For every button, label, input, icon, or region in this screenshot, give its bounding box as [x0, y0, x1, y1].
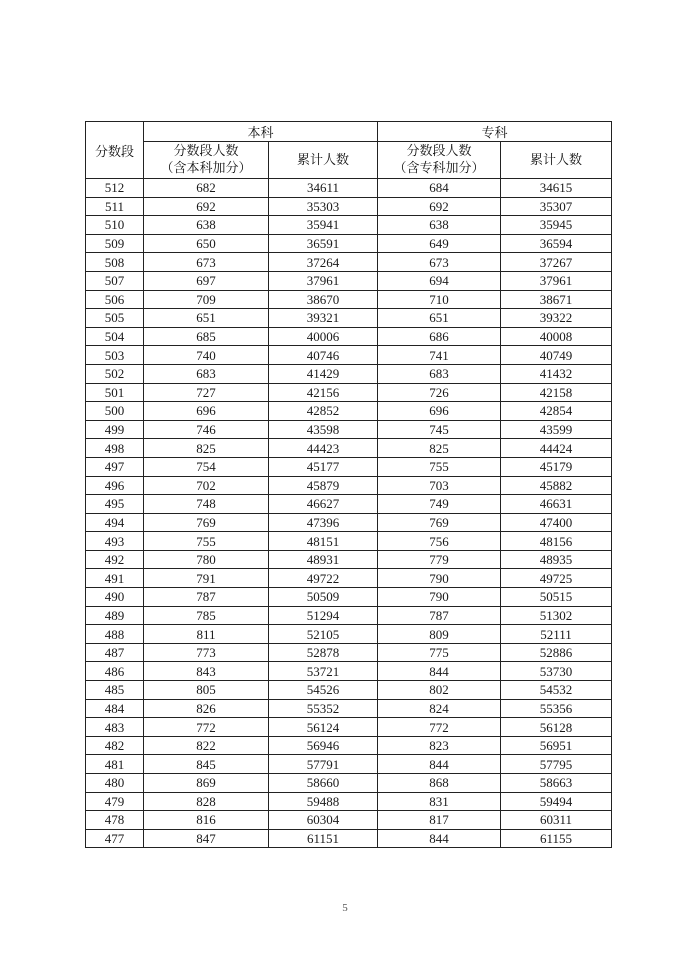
- score-cell: 499: [86, 420, 144, 439]
- junior-college-cumulative-cell: 43599: [501, 420, 612, 439]
- junior-college-segment-count-cell: 787: [378, 606, 501, 625]
- junior-college-segment-count-cell: 831: [378, 792, 501, 811]
- header-line: 分数段人数: [173, 144, 239, 159]
- table-row: [86, 234, 612, 253]
- undergraduate-cumulative-cell: 43598: [269, 420, 378, 439]
- junior-college-cumulative-cell: 49725: [501, 569, 612, 588]
- table-row: [86, 327, 612, 346]
- table-row: [86, 271, 612, 290]
- undergraduate-cumulative-cell: 45879: [269, 476, 378, 495]
- undergraduate-cumulative-cell: 51294: [269, 606, 378, 625]
- table-row: [86, 290, 612, 309]
- score-cell: 497: [86, 457, 144, 476]
- table-row: [86, 532, 612, 551]
- table-row: [86, 606, 612, 625]
- table-row: [86, 736, 612, 755]
- junior-college-cumulative-cell: 50515: [501, 588, 612, 607]
- undergraduate-cumulative-cell: 40746: [269, 346, 378, 365]
- undergraduate-segment-count-cell: 651: [144, 309, 269, 328]
- score-cell: 494: [86, 513, 144, 532]
- undergraduate-segment-count-cell: 780: [144, 550, 269, 569]
- junior-college-cumulative-cell: 52111: [501, 625, 612, 644]
- undergraduate-segment-count-cell: 685: [144, 327, 269, 346]
- table-row: [86, 829, 612, 848]
- junior-college-cumulative-cell: 41432: [501, 364, 612, 383]
- undergraduate-segment-count-cell: 811: [144, 625, 269, 644]
- undergraduate-cumulative-cell: 52878: [269, 643, 378, 662]
- junior-college-cumulative-cell: 42158: [501, 383, 612, 402]
- header-junior-college-cumulative: 累计人数: [501, 142, 612, 179]
- score-cell: 502: [86, 364, 144, 383]
- table-row: [86, 718, 612, 737]
- undergraduate-cumulative-cell: 35303: [269, 197, 378, 216]
- junior-college-segment-count-cell: 779: [378, 550, 501, 569]
- junior-college-segment-count-cell: 817: [378, 811, 501, 830]
- undergraduate-cumulative-cell: 56946: [269, 736, 378, 755]
- junior-college-cumulative-cell: 56951: [501, 736, 612, 755]
- table-row: [86, 197, 612, 216]
- page-number: 5: [342, 902, 348, 914]
- junior-college-cumulative-cell: 60311: [501, 811, 612, 830]
- junior-college-segment-count-cell: 809: [378, 625, 501, 644]
- junior-college-segment-count-cell: 745: [378, 420, 501, 439]
- junior-college-cumulative-cell: 48156: [501, 532, 612, 551]
- score-cell: 509: [86, 234, 144, 253]
- junior-college-cumulative-cell: 53730: [501, 662, 612, 681]
- undergraduate-cumulative-cell: 37264: [269, 253, 378, 272]
- score-cell: 487: [86, 643, 144, 662]
- score-cell: 493: [86, 532, 144, 551]
- undergraduate-segment-count-cell: 805: [144, 681, 269, 700]
- junior-college-cumulative-cell: 39322: [501, 309, 612, 328]
- table-row: [86, 550, 612, 569]
- junior-college-segment-count-cell: 823: [378, 736, 501, 755]
- undergraduate-segment-count-cell: 869: [144, 774, 269, 793]
- junior-college-cumulative-cell: 34615: [501, 179, 612, 198]
- header-junior-college-segment-count: [378, 142, 501, 179]
- junior-college-segment-count-cell: 686: [378, 327, 501, 346]
- score-cell: 508: [86, 253, 144, 272]
- undergraduate-segment-count-cell: 791: [144, 569, 269, 588]
- junior-college-cumulative-cell: 47400: [501, 513, 612, 532]
- undergraduate-segment-count-cell: 825: [144, 439, 269, 458]
- score-cell: 492: [86, 550, 144, 569]
- table-row: [86, 439, 612, 458]
- header-undergraduate-segment-count: [144, 142, 269, 179]
- undergraduate-segment-count-cell: 843: [144, 662, 269, 681]
- junior-college-cumulative-cell: 45882: [501, 476, 612, 495]
- table-row: [86, 774, 612, 793]
- undergraduate-segment-count-cell: 748: [144, 495, 269, 514]
- undergraduate-cumulative-cell: 53721: [269, 662, 378, 681]
- table-row: [86, 588, 612, 607]
- undergraduate-cumulative-cell: 39321: [269, 309, 378, 328]
- junior-college-cumulative-cell: 35307: [501, 197, 612, 216]
- undergraduate-cumulative-cell: 49722: [269, 569, 378, 588]
- undergraduate-cumulative-cell: 59488: [269, 792, 378, 811]
- undergraduate-segment-count-cell: 787: [144, 588, 269, 607]
- undergraduate-cumulative-cell: 48151: [269, 532, 378, 551]
- header-line: （含专科加分）: [393, 161, 485, 176]
- junior-college-cumulative-cell: 44424: [501, 439, 612, 458]
- score-cell: 485: [86, 681, 144, 700]
- undergraduate-cumulative-cell: 42852: [269, 402, 378, 421]
- junior-college-segment-count-cell: 844: [378, 829, 501, 848]
- undergraduate-segment-count-cell: 683: [144, 364, 269, 383]
- score-cell: 489: [86, 606, 144, 625]
- header-undergraduate-cumulative: 累计人数: [269, 142, 378, 179]
- junior-college-segment-count-cell: 775: [378, 643, 501, 662]
- junior-college-cumulative-cell: 51302: [501, 606, 612, 625]
- header-line: 分数段人数: [406, 144, 472, 159]
- junior-college-segment-count-cell: 694: [378, 271, 501, 290]
- undergraduate-cumulative-cell: 42156: [269, 383, 378, 402]
- table-row: [86, 792, 612, 811]
- junior-college-segment-count-cell: 684: [378, 179, 501, 198]
- undergraduate-cumulative-cell: 54526: [269, 681, 378, 700]
- table-row: [86, 216, 612, 235]
- score-cell: 505: [86, 309, 144, 328]
- score-cell: 510: [86, 216, 144, 235]
- score-cell: 495: [86, 495, 144, 514]
- undergraduate-cumulative-cell: 60304: [269, 811, 378, 830]
- table-row: [86, 811, 612, 830]
- undergraduate-cumulative-cell: 58660: [269, 774, 378, 793]
- junior-college-cumulative-cell: 38671: [501, 290, 612, 309]
- undergraduate-segment-count-cell: 650: [144, 234, 269, 253]
- table-row: [86, 383, 612, 402]
- junior-college-cumulative-cell: 59494: [501, 792, 612, 811]
- header-score-segment: 分数段: [86, 122, 144, 179]
- score-cell: 503: [86, 346, 144, 365]
- junior-college-segment-count-cell: 649: [378, 234, 501, 253]
- undergraduate-segment-count-cell: 822: [144, 736, 269, 755]
- score-cell: 500: [86, 402, 144, 421]
- junior-college-segment-count-cell: 692: [378, 197, 501, 216]
- undergraduate-segment-count-cell: 769: [144, 513, 269, 532]
- undergraduate-segment-count-cell: 755: [144, 532, 269, 551]
- header-line: （含本科加分）: [160, 161, 252, 176]
- junior-college-segment-count-cell: 790: [378, 569, 501, 588]
- table-row: [86, 569, 612, 588]
- undergraduate-cumulative-cell: 38670: [269, 290, 378, 309]
- junior-college-segment-count-cell: 772: [378, 718, 501, 737]
- undergraduate-segment-count-cell: 692: [144, 197, 269, 216]
- junior-college-segment-count-cell: 844: [378, 755, 501, 774]
- junior-college-segment-count-cell: 756: [378, 532, 501, 551]
- undergraduate-segment-count-cell: 754: [144, 457, 269, 476]
- table-row: [86, 179, 612, 198]
- junior-college-segment-count-cell: 769: [378, 513, 501, 532]
- table-row: [86, 476, 612, 495]
- undergraduate-segment-count-cell: 826: [144, 699, 269, 718]
- undergraduate-segment-count-cell: 740: [144, 346, 269, 365]
- undergraduate-segment-count-cell: 847: [144, 829, 269, 848]
- junior-college-segment-count-cell: 749: [378, 495, 501, 514]
- undergraduate-cumulative-cell: 35941: [269, 216, 378, 235]
- score-cell: 496: [86, 476, 144, 495]
- table-row: [86, 755, 612, 774]
- undergraduate-segment-count-cell: 727: [144, 383, 269, 402]
- undergraduate-cumulative-cell: 40006: [269, 327, 378, 346]
- junior-college-segment-count-cell: 755: [378, 457, 501, 476]
- junior-college-cumulative-cell: 46631: [501, 495, 612, 514]
- junior-college-cumulative-cell: 36594: [501, 234, 612, 253]
- junior-college-cumulative-cell: 37267: [501, 253, 612, 272]
- junior-college-cumulative-cell: 37961: [501, 271, 612, 290]
- junior-college-cumulative-cell: 42854: [501, 402, 612, 421]
- junior-college-cumulative-cell: 56128: [501, 718, 612, 737]
- table-row: [86, 346, 612, 365]
- junior-college-cumulative-cell: 52886: [501, 643, 612, 662]
- undergraduate-segment-count-cell: 773: [144, 643, 269, 662]
- score-cell: 479: [86, 792, 144, 811]
- header-group-junior-college: 专科: [378, 122, 612, 142]
- score-cell: 477: [86, 829, 144, 848]
- score-distribution-table: [85, 121, 612, 848]
- undergraduate-cumulative-cell: 47396: [269, 513, 378, 532]
- junior-college-segment-count-cell: 868: [378, 774, 501, 793]
- undergraduate-cumulative-cell: 44423: [269, 439, 378, 458]
- undergraduate-cumulative-cell: 50509: [269, 588, 378, 607]
- undergraduate-segment-count-cell: 673: [144, 253, 269, 272]
- table-row: [86, 309, 612, 328]
- table-row: [86, 699, 612, 718]
- score-cell: 483: [86, 718, 144, 737]
- table-row: [86, 643, 612, 662]
- score-cell: 512: [86, 179, 144, 198]
- undergraduate-cumulative-cell: 46627: [269, 495, 378, 514]
- table-row: [86, 625, 612, 644]
- junior-college-segment-count-cell: 696: [378, 402, 501, 421]
- score-cell: 480: [86, 774, 144, 793]
- undergraduate-segment-count-cell: 772: [144, 718, 269, 737]
- undergraduate-segment-count-cell: 816: [144, 811, 269, 830]
- undergraduate-cumulative-cell: 52105: [269, 625, 378, 644]
- junior-college-segment-count-cell: 673: [378, 253, 501, 272]
- junior-college-cumulative-cell: 55356: [501, 699, 612, 718]
- junior-college-segment-count-cell: 824: [378, 699, 501, 718]
- undergraduate-segment-count-cell: 785: [144, 606, 269, 625]
- header-group-undergraduate: 本科: [144, 122, 378, 142]
- undergraduate-cumulative-cell: 36591: [269, 234, 378, 253]
- table-body: [86, 179, 612, 848]
- score-cell: 506: [86, 290, 144, 309]
- undergraduate-cumulative-cell: 55352: [269, 699, 378, 718]
- score-cell: 511: [86, 197, 144, 216]
- undergraduate-cumulative-cell: 48931: [269, 550, 378, 569]
- undergraduate-segment-count-cell: 828: [144, 792, 269, 811]
- junior-college-segment-count-cell: 726: [378, 383, 501, 402]
- undergraduate-cumulative-cell: 56124: [269, 718, 378, 737]
- junior-college-segment-count-cell: 638: [378, 216, 501, 235]
- undergraduate-segment-count-cell: 682: [144, 179, 269, 198]
- undergraduate-cumulative-cell: 37961: [269, 271, 378, 290]
- junior-college-cumulative-cell: 58663: [501, 774, 612, 793]
- table-row: [86, 253, 612, 272]
- table-row: [86, 420, 612, 439]
- undergraduate-cumulative-cell: 61151: [269, 829, 378, 848]
- junior-college-cumulative-cell: 48935: [501, 550, 612, 569]
- score-cell: 490: [86, 588, 144, 607]
- junior-college-cumulative-cell: 40749: [501, 346, 612, 365]
- score-cell: 504: [86, 327, 144, 346]
- undergraduate-segment-count-cell: 845: [144, 755, 269, 774]
- score-cell: 486: [86, 662, 144, 681]
- score-cell: 482: [86, 736, 144, 755]
- junior-college-cumulative-cell: 40008: [501, 327, 612, 346]
- undergraduate-cumulative-cell: 57791: [269, 755, 378, 774]
- junior-college-segment-count-cell: 651: [378, 309, 501, 328]
- junior-college-cumulative-cell: 35945: [501, 216, 612, 235]
- junior-college-cumulative-cell: 57795: [501, 755, 612, 774]
- junior-college-segment-count-cell: 741: [378, 346, 501, 365]
- table-row: [86, 495, 612, 514]
- junior-college-segment-count-cell: 825: [378, 439, 501, 458]
- score-cell: 484: [86, 699, 144, 718]
- score-cell: 491: [86, 569, 144, 588]
- undergraduate-cumulative-cell: 34611: [269, 179, 378, 198]
- junior-college-segment-count-cell: 710: [378, 290, 501, 309]
- undergraduate-cumulative-cell: 41429: [269, 364, 378, 383]
- table-row: [86, 662, 612, 681]
- junior-college-segment-count-cell: 683: [378, 364, 501, 383]
- junior-college-segment-count-cell: 844: [378, 662, 501, 681]
- junior-college-segment-count-cell: 703: [378, 476, 501, 495]
- score-cell: 498: [86, 439, 144, 458]
- undergraduate-segment-count-cell: 702: [144, 476, 269, 495]
- junior-college-cumulative-cell: 61155: [501, 829, 612, 848]
- undergraduate-segment-count-cell: 709: [144, 290, 269, 309]
- junior-college-cumulative-cell: 54532: [501, 681, 612, 700]
- table-row: [86, 513, 612, 532]
- junior-college-segment-count-cell: 802: [378, 681, 501, 700]
- score-cell: 501: [86, 383, 144, 402]
- score-cell: 507: [86, 271, 144, 290]
- undergraduate-segment-count-cell: 638: [144, 216, 269, 235]
- table-row: [86, 681, 612, 700]
- junior-college-cumulative-cell: 45179: [501, 457, 612, 476]
- undergraduate-cumulative-cell: 45177: [269, 457, 378, 476]
- score-cell: 481: [86, 755, 144, 774]
- table-row: [86, 364, 612, 383]
- junior-college-segment-count-cell: 790: [378, 588, 501, 607]
- table-row: [86, 402, 612, 421]
- table-row: [86, 457, 612, 476]
- undergraduate-segment-count-cell: 697: [144, 271, 269, 290]
- score-cell: 488: [86, 625, 144, 644]
- score-cell: 478: [86, 811, 144, 830]
- undergraduate-segment-count-cell: 696: [144, 402, 269, 421]
- undergraduate-segment-count-cell: 746: [144, 420, 269, 439]
